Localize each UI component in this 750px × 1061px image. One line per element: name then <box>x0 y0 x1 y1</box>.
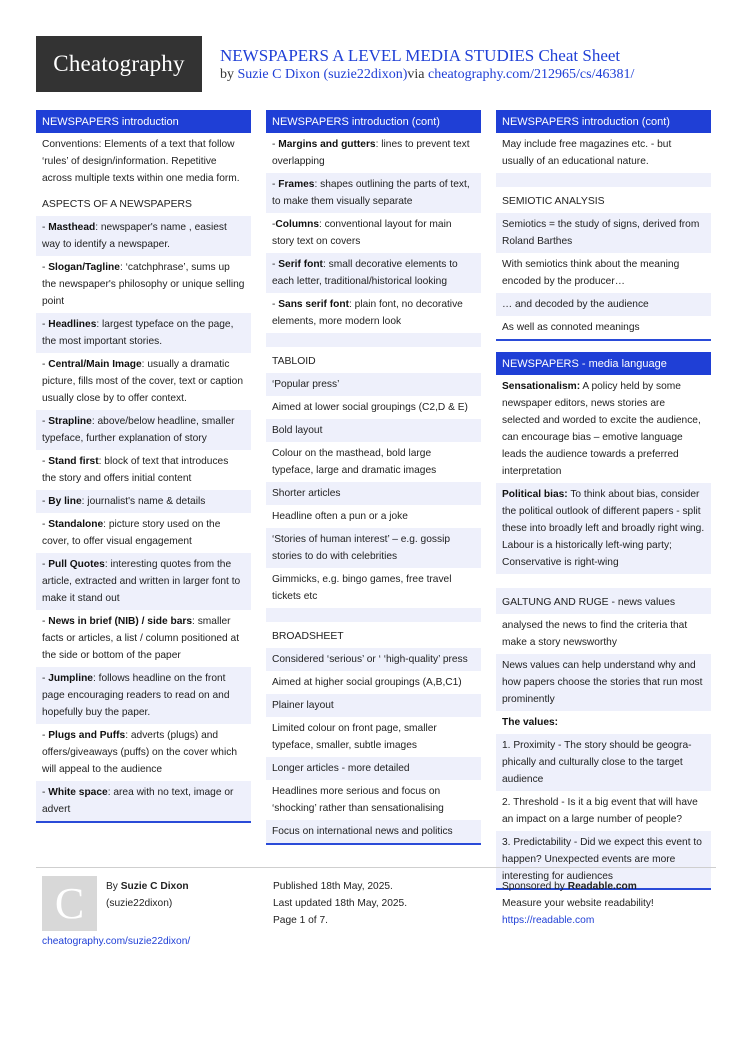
list-item: - Serif font: small decorative elements to each letter, traditional/historical looking <box>266 253 481 293</box>
list-item: As well as connoted meanings <box>502 322 640 333</box>
list-item: Colour on the masthead, bold large typeface, large and dramatic images <box>272 448 437 476</box>
sponsor-line <box>502 878 654 895</box>
list-item: Semiotics = the study of signs, derived from Roland Barthes <box>496 213 711 253</box>
page-footer <box>36 867 716 957</box>
list-item: Longer articles - more detailed <box>266 757 481 780</box>
term: Serif font <box>278 259 323 270</box>
list-item: Focus on international news and politics <box>266 820 481 843</box>
list-item: - Sans serif font: plain font, no decorative elements, more modern look <box>272 299 463 327</box>
term: Jumpline <box>48 673 93 684</box>
list-item: 1. Proximity - The story should be geographically and culturally close to the target audience <box>496 734 711 791</box>
list-item: - Margins and gutters: lines to prevent text overlapping <box>272 139 470 167</box>
definition: To think about bias, consider the political outlook of different papers - split these into broadly left and broadly right wing. Labour is a historically left-wing party; Conservative is right-wing <box>502 489 705 568</box>
section-introduction-cont <box>266 110 481 845</box>
term: Sensationalism: <box>502 381 581 392</box>
cheatography-logo[interactable]: Cheatography <box>36 36 202 92</box>
list-item <box>496 711 711 734</box>
list-item: - Standalone: picture story used on the cover, to offer visual engagement <box>42 519 221 547</box>
sheet-url-link[interactable]: cheatography.com/212965/cs/46381/ <box>428 67 635 82</box>
section-title: NEWSPAPERS introduction (cont) <box>266 110 481 133</box>
term: Political bias: <box>502 489 568 500</box>
definition: : plain font, no decorative elements, more modern look <box>272 299 463 327</box>
blank-row <box>266 608 481 622</box>
list-item: With semiotics think about the meaning encoded by the producer… <box>502 259 680 287</box>
term: Stand first <box>48 456 99 467</box>
sponsor-link[interactable]: https://readable.com <box>502 915 595 926</box>
list-item: - Strapline: above/below headline, smaller typeface, further explanation of story <box>36 410 251 450</box>
page-title: NEWSPAPERS A LEVEL MEDIA STUDIES Cheat Sheet <box>220 46 621 65</box>
section-media-language <box>496 352 711 890</box>
intro-text: Conventions: Elements of a text that follow ‘rules’ of design/information. Repetitive across multiple texts within one media form. <box>42 139 240 184</box>
page-header <box>36 36 716 94</box>
definition: : block of text that introduces the story and offers initial content <box>42 456 229 484</box>
list-item: - Stand first: block of text that introduces the story and offers initial content <box>42 456 229 484</box>
term: Columns <box>275 219 319 230</box>
list-item: - White space: area with no text, image or advert <box>36 781 251 821</box>
list-item: - Central/Main Image: usually a dramatic picture, fills most of the cover, text or caption usually close by to offer context. <box>42 359 244 404</box>
section-title: NEWSPAPERS introduction <box>36 110 251 133</box>
list-item: - Jumpline: follows headline on the front page encouraging readers to read on and hopefully buy the paper. <box>36 667 251 724</box>
author-link[interactable]: Suzie C Dixon (suzie22dixon) <box>237 67 408 82</box>
subheading-tabloid: TABLOID <box>272 356 316 367</box>
sponsor-prefix: Sponsored by <box>502 881 565 892</box>
publish-info <box>273 878 407 929</box>
list-item: … and decoded by the audience <box>496 293 711 316</box>
section-introduction <box>36 110 251 823</box>
author-avatar: C <box>42 876 97 931</box>
list-item: News values can help understand why and how papers choose the stories that run most prominently <box>496 654 711 711</box>
sponsor-info <box>502 878 654 929</box>
blank-row <box>496 173 711 187</box>
list-item: - Masthead: newspaper's name , easiest way to identify a newspaper. <box>36 216 251 256</box>
list-item: - Headlines: largest typeface on the page, the most important stories. <box>36 313 251 353</box>
section-title: NEWSPAPERS - media language <box>496 352 711 375</box>
term: Strapline <box>48 416 92 427</box>
list-item: - Frames: shapes outlining the parts of text, to make them visually separate <box>266 173 481 213</box>
values-heading: The values: <box>502 717 559 728</box>
column-1 <box>36 110 251 834</box>
term: News in brief (NIB) / side bars <box>48 616 193 627</box>
definition: : lines to prevent text overlapping <box>272 139 470 167</box>
definition: : conventional layout for main story text on covers <box>272 219 452 247</box>
list-item: 2. Threshold - Is it a big event that will have an impact on a large number of people? <box>502 797 698 825</box>
list-item: Aimed at higher social groupings (A,B,C1) <box>272 677 462 688</box>
list-item: Gimmicks, e.g. bingo games, free travel tickets etc <box>272 574 452 602</box>
column-2 <box>266 110 481 856</box>
term: Central/Main Image <box>48 359 142 370</box>
section-introduction-cont-2 <box>496 110 711 341</box>
term: Margins and gutters <box>278 139 376 150</box>
author-name: Suzie C Dixon <box>120 881 189 892</box>
term: Masthead <box>48 222 96 233</box>
list-item: Aimed at lower social groupings (C2,D & E) <box>272 402 468 413</box>
term: Sans serif font <box>278 299 349 310</box>
page-number: Page 1 of 7. <box>273 915 328 926</box>
term: Slogan/Tagline <box>48 262 120 273</box>
definition: : newspaper's name , easiest way to identify a newspaper. <box>42 222 227 250</box>
term: Plugs and Puffs <box>48 730 126 741</box>
author-handle: (suzie22dixon) <box>106 898 173 909</box>
list-item <box>496 483 711 574</box>
byline-by: by <box>220 67 234 82</box>
definition: : small decorative elements to each letter, traditional/historical looking <box>272 259 458 287</box>
subheading-aspects: ASPECTS OF A NEWSPAPERS <box>42 199 192 210</box>
author-name-line <box>106 878 189 895</box>
definition: : journalist's name & details <box>81 496 206 507</box>
by-label: By <box>106 881 118 892</box>
definition: A policy held by some newspaper editors, news stories are selected and worded to excite the audience, can encourage bias – emotive language leads the audience towards a preferred interpretation <box>502 381 701 477</box>
subheading-semiotic: SEMIOTIC ANALYSIS <box>502 196 605 207</box>
byline <box>220 67 634 83</box>
subheading-galtung: GALTUNG AND RUGE - news values <box>496 588 711 614</box>
definition: : shapes outlining the parts of text, to make them visually separate <box>272 179 470 207</box>
byline-via: via <box>407 67 425 82</box>
list-item: - Pull Quotes: interesting quotes from the article, extracted and written in larger font to make it stand out <box>36 553 251 610</box>
sponsor-tagline: Measure your website readability! <box>502 898 654 909</box>
term: By line <box>48 496 82 507</box>
definition: : picture story used on the cover, to offer visual engagement <box>42 519 221 547</box>
definition: : adverts (plugs) and offers/giveaways (puffs) on the cover which will appeal to the audience <box>42 730 237 775</box>
list-item: - News in brief (NIB) / side bars: smaller facts or articles, a list / column positioned at the side or bottom of the paper <box>42 616 240 661</box>
list-item <box>496 375 711 483</box>
sponsor-name: Readable.com <box>567 881 637 892</box>
updated-date: Last updated 18th May, 2025. <box>273 898 408 909</box>
column-3 <box>496 110 711 901</box>
term: White space <box>48 787 108 798</box>
list-item: Headline often a pun or a joke <box>272 511 408 522</box>
term: Standalone <box>48 519 104 530</box>
list-item: Bold layout <box>266 419 481 442</box>
definition: : largest typeface on the page, the most important stories. <box>42 319 234 347</box>
list-item: Headlines more serious and focus on ‘shocking’ rather than sensationalising <box>272 786 444 814</box>
definition: : smaller facts or articles, a list / column positioned at the side or bottom of the paper <box>42 616 240 661</box>
definition: : interesting quotes from the article, extracted and written in larger font to make it stand out <box>42 559 241 604</box>
section-title: NEWSPAPERS introduction (cont) <box>496 110 711 133</box>
list-item: - By line: journalist's name & details <box>36 490 251 513</box>
definition: : area with no text, image or advert <box>42 787 234 815</box>
term: Headlines <box>48 319 97 330</box>
definition: : usually a dramatic picture, fills most of the cover, text or caption usually close by to offer context. <box>42 359 244 404</box>
term: Frames <box>278 179 315 190</box>
intro-text: May include free magazines etc. - but usually of an educational nature. <box>502 139 672 167</box>
definition: : above/below headline, smaller typeface, further explanation of story <box>42 416 235 444</box>
list-item: Shorter articles <box>266 482 481 505</box>
list-item: Plainer layout <box>266 694 481 717</box>
list-item: Limited colour on front page, smaller typeface, smaller, subtle images <box>272 723 437 751</box>
subheading-broadsheet: BROADSHEET <box>272 631 344 642</box>
list-item: ‘Popular press’ <box>266 373 481 396</box>
list-item: ‘Stories of human interest’ – e.g. gossip stories to do with celebrities <box>266 528 481 568</box>
list-item: Considered ‘serious’ or ‘ ‘high-quality’ press <box>266 648 481 671</box>
author-info <box>106 878 189 912</box>
definition: : ‘catchphrase’, sums up the newspaper's philosophy or unique selling point <box>42 262 245 307</box>
author-profile-link[interactable]: cheatography.com/suzie22dixon/ <box>42 936 191 947</box>
list-item: analysed the news to find the criteria that make a story newsworthy <box>502 620 688 648</box>
list-item: -Columns: conventional layout for main story text on covers <box>272 219 452 247</box>
blank-row <box>266 333 481 347</box>
term: Pull Quotes <box>48 559 105 570</box>
list-item: 3. Predictability - Did we expect this event to happen? Unexpected events are more interesting for audiences <box>496 831 711 888</box>
list-item: - Plugs and Puffs: adverts (plugs) and offers/giveaways (puffs) on the cover which will appeal to the audience <box>42 730 237 775</box>
definition: : follows headline on the front page encouraging readers to read on and hopefully buy the paper. <box>42 673 230 718</box>
list-item: - Slogan/Tagline: ‘catchphrase’, sums up the newspaper's philosophy or unique selling point <box>42 262 245 307</box>
blank-row <box>496 574 711 588</box>
published-date: Published 18th May, 2025. <box>273 881 393 892</box>
